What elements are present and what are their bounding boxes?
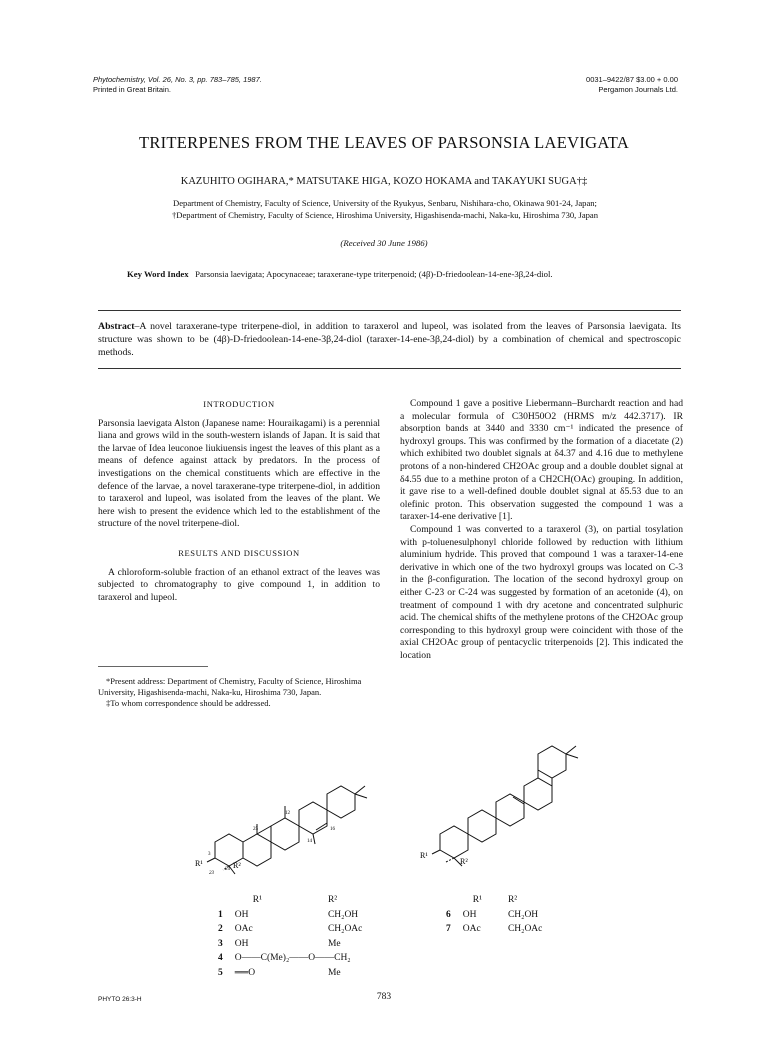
affiliation-1: Department of Chemistry, Faculty of Science, University of the Ryukyus, Senbaru, Nishihara-cho, Okinawa 901-24, Japan; [173,198,597,208]
abstract-text: –A novel taraxerane-type triterpene-diol, in addition to taraxerol and lupeol, was isolated from the leaves of Parsonsia laevigata. Its structure was shown to be (4β)-D-friedoolean-14-ene-3β,24-diol (taraxer-14-ene-3β,24-diol) by a combination of chemical and spectroscopic methods. [98,321,681,358]
compound-table-left [212,893,368,980]
footnote-rule [98,666,208,667]
compound-number: 3 [218,938,223,949]
table-cell: CH₂OH [507,909,539,920]
table-cell: CH₂OAc [507,924,543,935]
key-word-label: Key Word Index [127,269,189,279]
ring-e-right [538,746,566,778]
label-r1-right: R¹ [420,851,428,860]
journal-citation [93,75,262,95]
price-code: 0031–9422/87 $3.00 + 0.00 [586,75,678,84]
key-word-text: Parsonsia laevigata; Apocynaceae; taraxerane-type triterpenoid; (4β)-D-friedoolean-14-ene-3β,24-diol. [195,269,553,279]
table-cell: OAc [234,924,253,935]
key-word-index [127,268,697,280]
taraxerane-structure [195,770,395,876]
label-c23: 23 [209,871,214,876]
label-c16: 16 [330,827,335,832]
ring-c [271,818,299,850]
left-column [98,398,380,604]
table-cell: CH₂OH [327,909,359,920]
table-header-cell [212,893,229,908]
table-header-row [440,893,548,908]
ring-e [327,786,355,818]
table-cell: ══O [234,967,256,978]
table-cell: OH [234,938,249,949]
abstract-top-rule [98,310,681,311]
page-number: 783 [376,992,392,1002]
table-cell: OH [462,909,477,920]
footnote-present-address: *Present address: Department of Chemistry, Faculty of Science, Hiroshima University, Higashisenda-machi, Naka-ku, Hiroshima 730, Japan. [98,676,362,697]
table-header-row [212,893,368,908]
label-r1-left: R¹ [195,859,203,868]
ring-b [243,834,271,866]
ring-a-right [440,826,468,858]
table-cell: Me [327,938,341,949]
table-header-cell: R¹ [472,895,482,906]
ring-b-right [468,810,496,842]
introduction-heading: INTRODUCTION [203,399,275,409]
label-r2-right: R² [460,857,468,866]
label-c14: 14 [307,839,312,844]
author-list: KAZUHITO OGIHARA,* MATSUTAKE HIGA, KOZO HOKAMA and TAKAYUKI SUGA†‡ [180,176,588,187]
affiliations [80,197,690,221]
label-c24: 24 [225,867,230,872]
table-header-cell [440,893,457,908]
citation-line: Phytochemistry, Vol. 26, No. 3, pp. 783–785, 1987. [93,75,262,84]
received-date: (Received 30 June 1986) [340,238,428,248]
ring-d-right [524,778,552,810]
footnote-correspondence: ‡To whom correspondence should be addressed. [106,698,271,709]
table-header-cell: R² [507,895,518,906]
right-paragraph-1: Compound 1 gave a positive Liebermann–Burchardt reaction and had a molecular formula of C30H50O2 (HRMS m/z 442.3717). IR absorption bands at 3440 and 3330 cm⁻¹ indicated the presence of hydroxyl groups. This was confirmed by the formation of a diacetate (2) which exhibited two doublet signals at δ4.37 and 4.16 due to methylene protons of a non-hindered CH2OAc group and a double doublet signal at δ4.55 due to a methine proton of a CH2CH(OAc) grouping. In addition, it gave rise to a well-defined double doublet signal at δ5.53 due to an olefinic proton. This observation suggested the compound 1 was a taraxer-14-ene derivative [1]. [400,398,683,523]
table-row [212,937,368,952]
table-row [212,966,368,981]
triterpene-structure-6-7 [420,730,600,870]
compound-number: 7 [446,924,451,935]
compound-number: 5 [218,967,223,978]
label-c25: 25 [253,827,258,832]
results-text: A chloroform-soluble fraction of an ethanol extract of the leaves was subjected to chromatography to give compound 1, in addition to taraxerol and lupeol. [98,566,380,603]
results-heading: RESULTS AND DISCUSSION [178,547,300,558]
printed-in-line: Printed in Great Britain. [93,85,171,94]
publisher: Pergamon Journals Ltd. [598,85,678,94]
footnotes [98,676,382,709]
table-header-cell: R² [327,895,338,906]
compound-number: 2 [218,924,223,935]
compound-number: 6 [446,909,451,920]
ring-d [299,802,327,834]
table-row [212,908,368,923]
journal-code [586,75,678,95]
label-c12: 12 [285,811,290,816]
affiliation-2: †Department of Chemistry, Faculty of Science, Hiroshima University, Higashisenda-machi, Naka-ku, Hiroshima 730, Japan [171,210,599,220]
abstract [98,321,681,359]
abstract-bottom-rule [98,368,681,369]
table-cell: O——C(Me)₂——O——CH₂ [234,953,351,964]
table-row [440,922,548,937]
table-row [440,908,548,923]
table-header-cell: R¹ [252,895,262,906]
ring-c-right [496,794,524,826]
article-title: TRITERPENES FROM THE LEAVES OF PARSONSIA LAEVIGATA [138,133,630,152]
table-cell: Me [327,967,341,978]
footer-code: PHYTO 26:3-H [98,996,142,1003]
label-c3: 3 [208,852,211,857]
table-row [212,951,368,966]
compound-table-right [440,893,548,937]
table-cell: OH [234,909,249,920]
introduction-text: Parsonsia laevigata Alston (Japanese name: Houraikagami) is a perennial liana and grows wild in the south-western islands of Japan. It is said that the larvae of Idea leuconoe liukiuensis ingest the leaves of this plant as a means of defence against attack by predators. In the process of investigations on the chemical constituents which are effective in the defence of the larvae, a novel taraxerane-type triterpene-diol, in addition to taraxerol and lupeol, was isolated from the leaves of the plant. We here wish to present the evidence which led to the establishment of the structure of the novel triterpene-diol. [98,417,380,530]
right-column [400,398,683,662]
label-r2-left: R² [233,861,241,870]
right-paragraph-2: Compound 1 was converted to a taraxerol (3), on partial tosylation with p-toluenesulphonyl chloride followed by reduction with lithium aluminium hydride. This proved that compound 1 was a taraxer-14-ene derivative in which one of the two hydroxyl groups was located on C-3 in the β-configuration. The location of the second hydroxyl group on either C-23 or C-24 was suggested by formation of an acetonide (4), on treatment of compound 1 with dry acetone and concentrated sulphuric acid. The chemical shifts of the methylene protons of the CH2OAc group corresponding to this hydroxyl group were coincident with those of the axial CH2OAc group of pentacyclic triterpenoids [2]. This indicated the location [400,523,683,661]
table-cell: CH₂OAc [327,924,363,935]
table-row [212,922,368,937]
compound-number: 4 [218,953,223,964]
compound-number: 1 [218,909,223,920]
table-cell: OAc [462,924,481,935]
abstract-label: Abstract [98,321,135,332]
